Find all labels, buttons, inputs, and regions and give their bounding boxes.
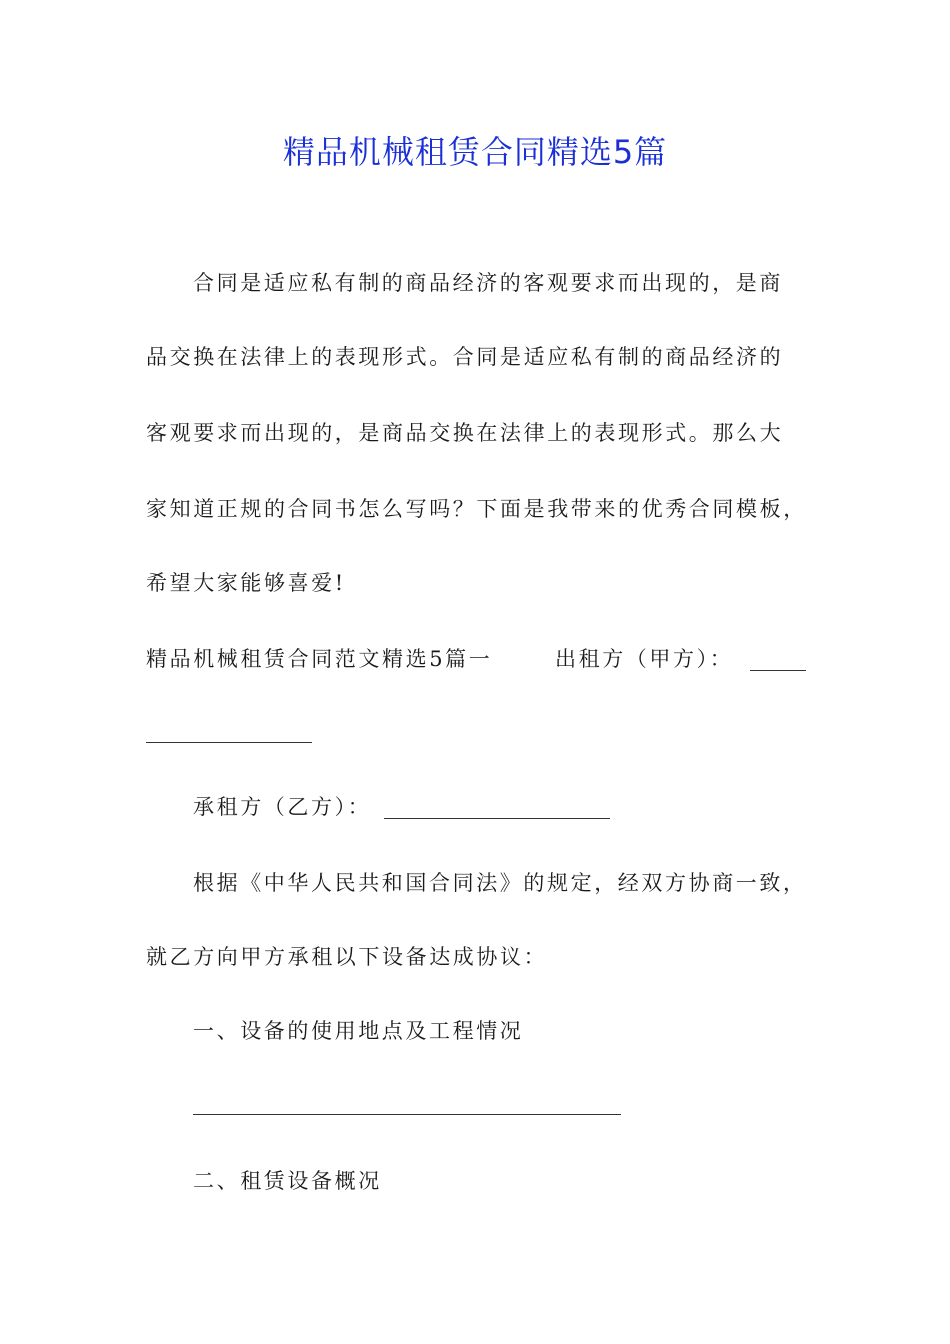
lessee-label: 承租方（乙方）： bbox=[193, 795, 372, 819]
clause-2-heading: 二、租赁设备概况 bbox=[193, 1169, 382, 1193]
lessor-blank-line-1 bbox=[750, 670, 806, 671]
lessee-row bbox=[193, 792, 371, 822]
intro-line-2: 品交换在法律上的表现形式。合同是适应私有制的商品经济的 bbox=[146, 345, 784, 369]
clause-1-heading: 一、设备的使用地点及工程情况 bbox=[193, 1019, 524, 1043]
basis-line-1: 根据《中华人民共和国合同法》的规定，经双方协商一致， bbox=[193, 871, 807, 895]
lessor-row bbox=[555, 644, 733, 674]
section-heading: 精品机械租赁合同范文精选5篇一 bbox=[146, 647, 493, 671]
section-heading-row bbox=[146, 644, 492, 674]
lessor-blank-line-2 bbox=[146, 742, 312, 743]
lessee-blank-line bbox=[384, 818, 610, 819]
intro-line-1: 合同是适应私有制的商品经济的客观要求而出现的，是商 bbox=[193, 271, 783, 295]
basis-line-2: 就乙方向甲方承租以下设备达成协议： bbox=[146, 945, 548, 969]
clause-1-blank-line bbox=[193, 1114, 621, 1115]
intro-line-5: 希望大家能够喜爱! bbox=[146, 571, 346, 595]
document-title: 精品机械租赁合同精选5篇 bbox=[282, 133, 668, 171]
intro-line-3: 客观要求而出现的，是商品交换在法律上的表现形式。那么大 bbox=[146, 421, 784, 445]
intro-line-4: 家知道正规的合同书怎么写吗？下面是我带来的优秀合同模板， bbox=[146, 497, 807, 521]
lessor-label: 出租方（甲方）： bbox=[555, 647, 734, 671]
